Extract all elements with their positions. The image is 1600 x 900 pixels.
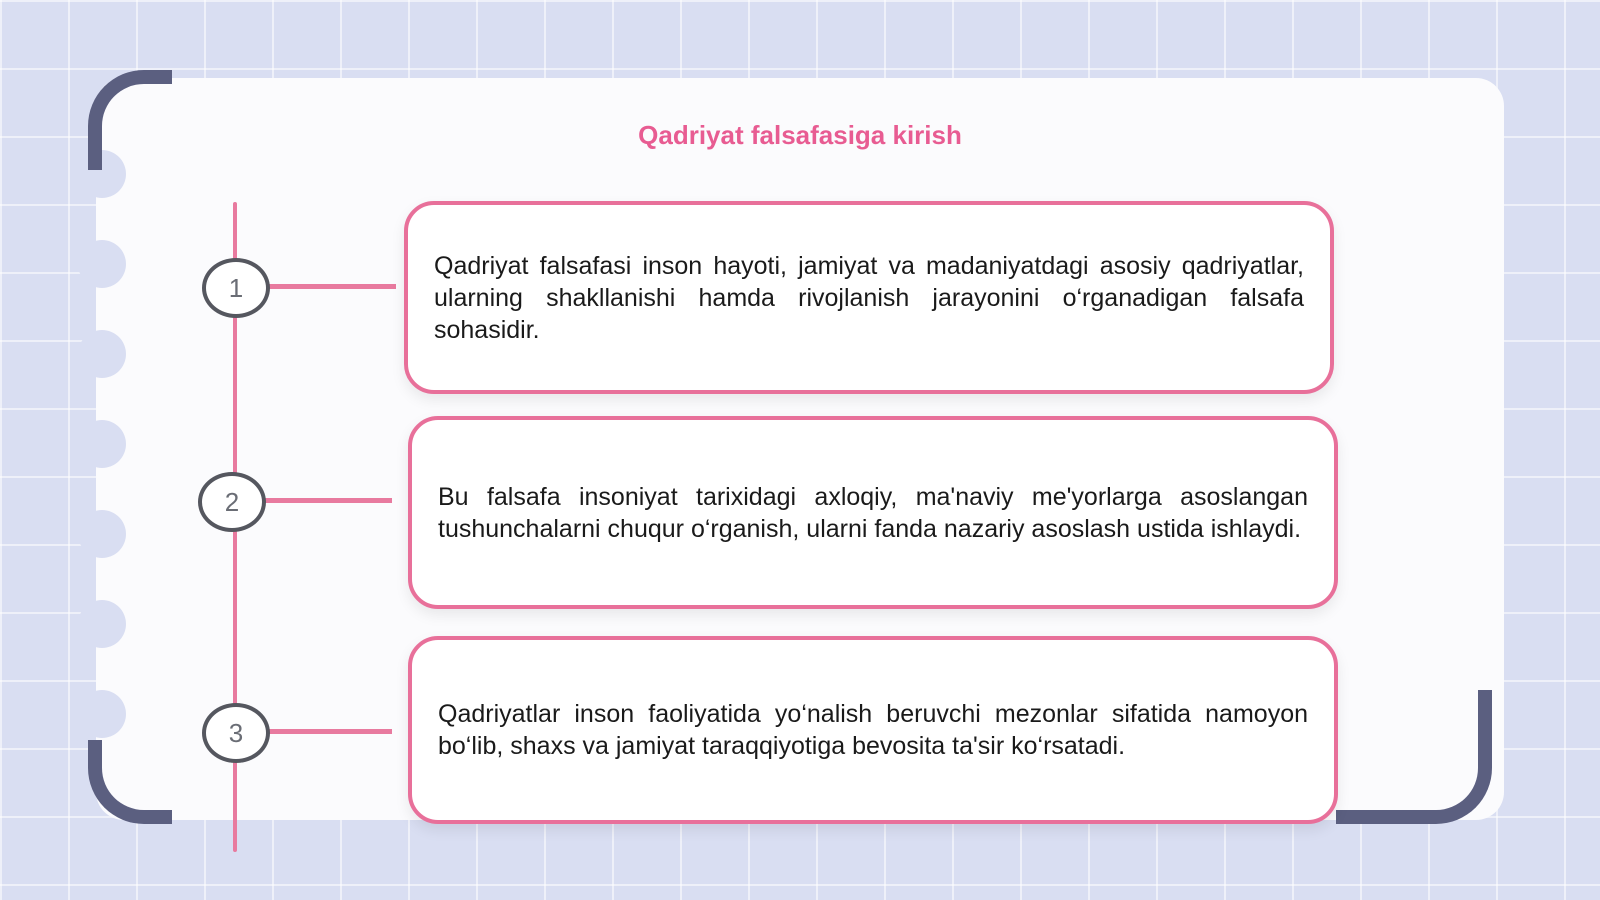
scallop-decoration: [78, 420, 126, 468]
text-box-3-content: Qadriyatlar inson faoliyatida yo‘nalish beruvchi mezonlar sifatida namoyon bo‘lib, shaxs va jamiyat taraqqiyotiga bevosita ta'sir ko‘rsatadi.: [438, 700, 1308, 760]
text-box-1-content: Qadriyat falsafasi inson hayoti, jamiyat va madaniyatdagi asosiy qadriyatlar, ularning shakllanishi hamda rivojlanish jarayonini o‘rganadigan falsafa sohasidir.: [434, 251, 1304, 344]
connector-2: [262, 498, 392, 503]
connector-1: [266, 284, 396, 289]
step-number-2: 2: [198, 472, 266, 532]
step-number-1: 1: [202, 258, 270, 318]
corner-bracket-bottom-right: [1336, 690, 1492, 824]
text-box-2: [408, 416, 1338, 609]
scallop-decoration: [78, 690, 126, 738]
scallop-decoration: [78, 330, 126, 378]
slide-title: Qadriyat falsafasiga kirish: [638, 120, 962, 150]
corner-bracket-bottom-left: [88, 740, 172, 824]
text-box-1: [404, 201, 1334, 394]
text-box-2-content: Bu falsafa insoniyat tarixidagi axloqiy, ma'naviy me'yorlarga asoslangan tushunchalarni chuqur o‘rganish, ularni fanda nazariy asoslash ustida ishlaydi.: [438, 482, 1308, 543]
text-box-3: [408, 636, 1338, 824]
scallop-decoration: [78, 600, 126, 648]
scallop-decoration: [78, 240, 126, 288]
connector-3: [266, 729, 392, 734]
step-number-3: 3: [202, 703, 270, 763]
scallop-decoration: [78, 510, 126, 558]
